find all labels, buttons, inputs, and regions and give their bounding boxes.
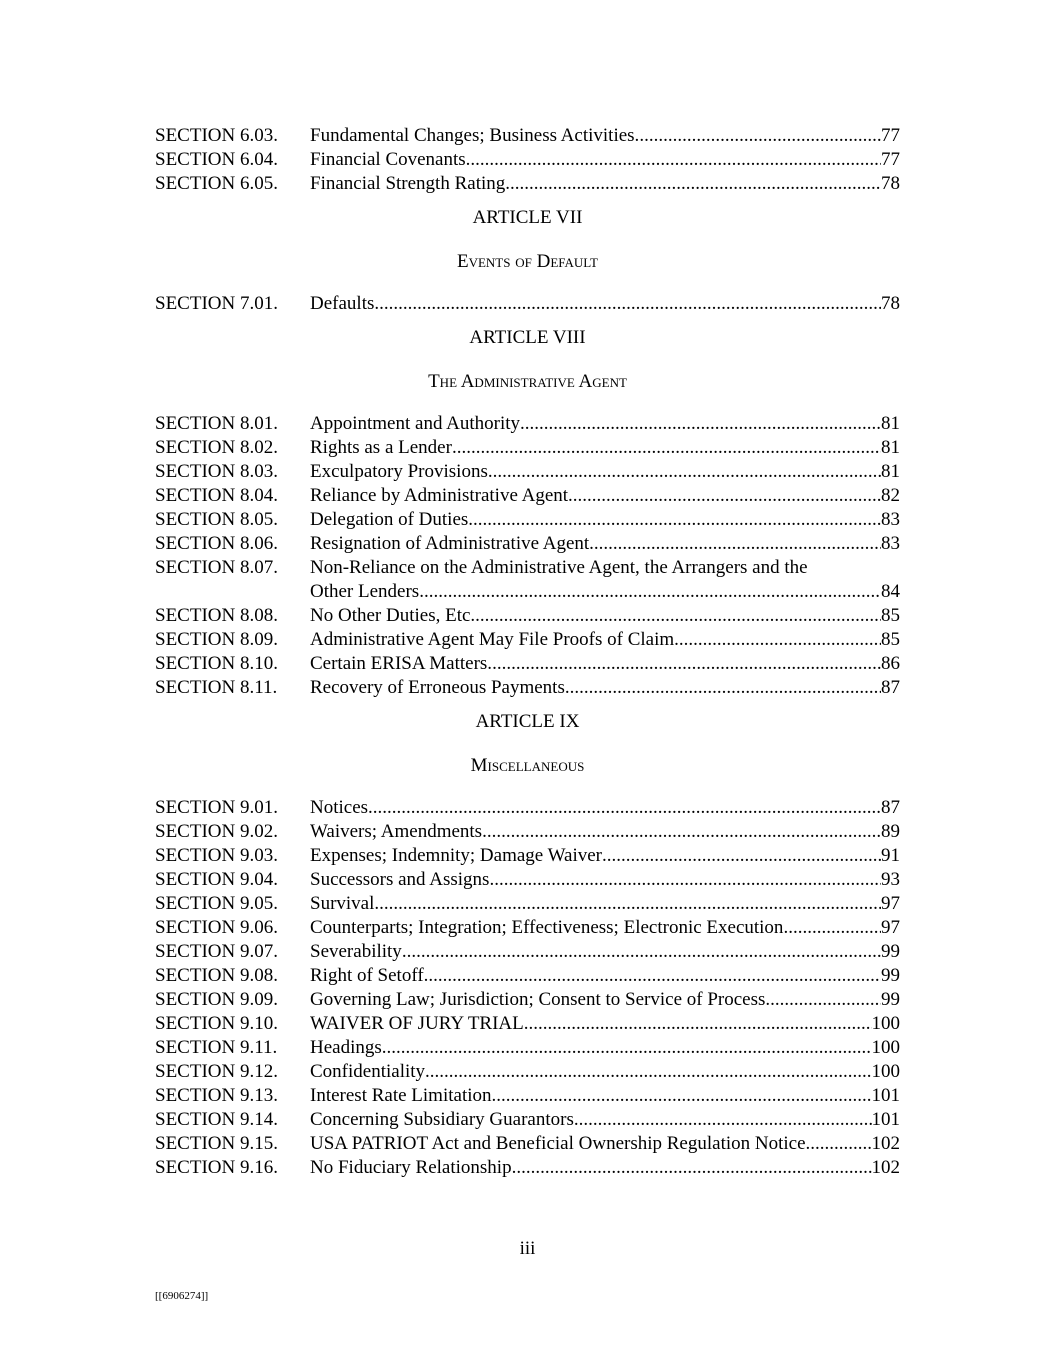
toc-entry (155, 628, 900, 652)
dot-leader (382, 1036, 872, 1060)
page-reference: 99 (881, 941, 900, 962)
toc-entry (155, 484, 900, 508)
section-number: SECTION 6.05. (155, 173, 278, 194)
page-reference: 82 (881, 485, 900, 506)
table-of-contents (155, 124, 900, 1180)
toc-entry (155, 820, 900, 844)
section-number: SECTION 8.02. (155, 437, 278, 458)
section-number: SECTION 9.01. (155, 797, 278, 818)
section-title: Certain ERISA Matters. (310, 653, 493, 674)
section-number: SECTION 8.05. (155, 509, 278, 530)
page-reference: 91 (881, 845, 900, 866)
section-number: SECTION 9.16. (155, 1157, 278, 1178)
section-title: Right of Setoff (310, 965, 424, 986)
page-reference: 83 (881, 533, 900, 554)
section-title: Non-Reliance on the Administrative Agent, the Arrangers and the (310, 557, 808, 578)
dot-leader (374, 892, 881, 916)
toc-entry (155, 292, 900, 316)
dot-leader (489, 868, 881, 892)
page-reference: 97 (881, 917, 900, 938)
article-7-heading: ARTICLE VII (472, 207, 583, 228)
page-reference: 83 (881, 509, 900, 530)
toc-entry (155, 1156, 900, 1180)
section-number (155, 580, 310, 604)
toc-entry (155, 796, 900, 820)
dot-leader (488, 460, 881, 484)
section-number: SECTION 9.11. (155, 1037, 278, 1058)
section-title: Severability (310, 941, 402, 962)
section-number: SECTION 9.05. (155, 893, 278, 914)
page-reference: 85 (881, 605, 900, 626)
toc-group-4 (155, 796, 900, 1180)
section-title: Counterparts; Integration; Effectiveness; Electronic Execution (310, 917, 784, 938)
toc-group-3 (155, 412, 900, 700)
dot-leader (425, 1060, 871, 1084)
toc-entry (155, 988, 900, 1012)
page-reference: 102 (871, 1133, 900, 1154)
section-number: SECTION 9.08. (155, 965, 278, 986)
toc-entry (155, 556, 900, 580)
dot-leader (639, 124, 881, 148)
section-title: Notices (310, 797, 369, 818)
dot-leader (574, 1108, 872, 1132)
section-number: SECTION 9.04. (155, 869, 278, 890)
section-number: SECTION 9.15. (155, 1133, 278, 1154)
section-number: SECTION 8.10. (155, 653, 278, 674)
section-title: No Other Duties, Etc (310, 605, 471, 626)
section-title: Governing Law; Jurisdiction; Consent to Service of Process (310, 989, 766, 1010)
dot-leader (568, 484, 881, 508)
section-number: SECTION 9.02. (155, 821, 278, 842)
page-reference: 87 (881, 797, 900, 818)
toc-entry (155, 676, 900, 700)
dot-leader (492, 652, 881, 676)
toc-entry (155, 436, 900, 460)
section-title: Financial Strength Rating (310, 173, 506, 194)
section-number: SECTION 6.04. (155, 149, 278, 170)
toc-entry (155, 172, 900, 196)
page-reference: 81 (881, 461, 900, 482)
toc-entry (155, 1108, 900, 1132)
dot-leader (565, 676, 881, 700)
dot-leader (806, 1132, 872, 1156)
toc-entry (155, 844, 900, 868)
section-title: Rights as a Lender (310, 437, 452, 458)
dot-leader (470, 148, 881, 172)
section-number: SECTION 9.13. (155, 1085, 278, 1106)
page-reference: 102 (871, 1157, 900, 1178)
page-reference: 78 (881, 293, 900, 314)
section-number: SECTION 8.07. (155, 557, 278, 578)
toc-entry (155, 148, 900, 172)
page-reference: 81 (881, 437, 900, 458)
dot-leader (468, 508, 881, 532)
toc-entry (155, 604, 900, 628)
section-title: Survival (310, 893, 375, 914)
toc-entry (155, 652, 900, 676)
dot-leader (520, 412, 881, 436)
article-8-heading: ARTICLE VIII (469, 327, 586, 348)
page-reference: 84 (881, 581, 900, 602)
toc-entry (155, 916, 900, 940)
toc-group-1 (155, 124, 900, 196)
section-title: Administrative Agent May File Proofs of Claim (310, 629, 675, 650)
dot-leader (424, 964, 881, 988)
toc-entry (155, 892, 900, 916)
article-9-subtitle: Miscellaneous (470, 755, 585, 776)
section-title: Defaults (310, 293, 375, 314)
toc-entry (155, 1060, 900, 1084)
section-title: Financial Covenants. (310, 149, 471, 170)
dot-leader (783, 916, 881, 940)
page-reference: 89 (881, 821, 900, 842)
section-number: SECTION 9.14. (155, 1109, 278, 1130)
section-title: Delegation of Duties (310, 509, 469, 530)
page-reference: 87 (881, 677, 900, 698)
article-8-subtitle: The Administrative Agent (428, 371, 627, 392)
section-number: SECTION 8.09. (155, 629, 278, 650)
toc-entry (155, 124, 900, 148)
page-reference: 77 (881, 125, 900, 146)
toc-entry (155, 580, 900, 604)
section-number: SECTION 9.06. (155, 917, 278, 938)
section-title: Headings (310, 1037, 382, 1058)
dot-leader (402, 940, 881, 964)
section-number: SECTION 9.12. (155, 1061, 278, 1082)
page-reference: 93 (881, 869, 900, 890)
toc-entry (155, 412, 900, 436)
dot-leader (368, 796, 881, 820)
section-number: SECTION 8.11. (155, 677, 278, 698)
section-title: Interest Rate Limitation (310, 1085, 492, 1106)
page-reference: 101 (871, 1085, 900, 1106)
page-number: iii (519, 1238, 536, 1259)
section-title: Appointment and Authority (310, 413, 521, 434)
dot-leader (674, 628, 881, 652)
page-reference: 97 (881, 893, 900, 914)
dot-leader (512, 1156, 872, 1180)
dot-leader (594, 532, 881, 556)
page-reference: 99 (881, 965, 900, 986)
dot-leader (419, 580, 881, 604)
dot-leader (482, 820, 881, 844)
document-id: [[6906274]] (155, 1290, 209, 1302)
page-reference: 77 (881, 149, 900, 170)
section-number: SECTION 8.08. (155, 605, 278, 626)
toc-entry (155, 868, 900, 892)
dot-leader (492, 1084, 872, 1108)
dot-leader (524, 1012, 872, 1036)
dot-leader (470, 604, 881, 628)
section-title: Expenses; Indemnity; Damage Waiver (310, 845, 603, 866)
section-number: SECTION 9.03. (155, 845, 278, 866)
dot-leader (765, 988, 881, 1012)
toc-entry (155, 1084, 900, 1108)
page-reference: 85 (881, 629, 900, 650)
dot-leader (505, 172, 881, 196)
section-title: Waivers; Amendments (310, 821, 483, 842)
dot-leader (452, 436, 881, 460)
section-number: SECTION 9.10. (155, 1013, 278, 1034)
section-number: SECTION 8.03. (155, 461, 278, 482)
page-reference: 99 (881, 989, 900, 1010)
section-number: SECTION 9.07. (155, 941, 278, 962)
section-title: WAIVER OF JURY TRIAL (310, 1013, 524, 1034)
toc-entry (155, 460, 900, 484)
section-number: SECTION 8.04. (155, 485, 278, 506)
section-number: SECTION 9.09. (155, 989, 278, 1010)
section-title: Resignation of Administrative Agent. (310, 533, 594, 554)
page-reference: 81 (881, 413, 900, 434)
section-title: Other Lenders (310, 581, 420, 602)
section-title: Concerning Subsidiary Guarantors (310, 1109, 574, 1130)
section-title: Exculpatory Provisions (310, 461, 488, 482)
section-number: SECTION 8.01. (155, 413, 278, 434)
section-number: SECTION 8.06. (155, 533, 278, 554)
page-reference: 100 (871, 1061, 900, 1082)
section-title: Fundamental Changes; Business Activities. (310, 125, 640, 146)
toc-entry (155, 940, 900, 964)
section-title: Recovery of Erroneous Payments (310, 677, 565, 698)
section-title: USA PATRIOT Act and Beneficial Ownership Regulation Notice (310, 1133, 806, 1154)
dot-leader (602, 844, 881, 868)
section-number: SECTION 7.01. (155, 293, 278, 314)
toc-group-2 (155, 292, 900, 316)
dot-leader (374, 292, 881, 316)
toc-entry (155, 1132, 900, 1156)
page-reference: 86 (881, 653, 900, 674)
toc-entry (155, 532, 900, 556)
page-reference: 100 (871, 1037, 900, 1058)
article-7-subtitle: Events of Default (456, 251, 598, 272)
toc-entry (155, 508, 900, 532)
page-reference: 101 (871, 1109, 900, 1130)
page-reference: 100 (871, 1013, 900, 1034)
page-reference: 78 (881, 173, 900, 194)
section-number: SECTION 6.03. (155, 125, 278, 146)
toc-entry (155, 1012, 900, 1036)
article-9-heading: ARTICLE IX (475, 711, 580, 732)
section-title: Successors and Assigns (310, 869, 490, 890)
toc-entry (155, 1036, 900, 1060)
section-title: Reliance by Administrative Agent (310, 485, 569, 506)
toc-entry (155, 964, 900, 988)
section-title: Confidentiality (310, 1061, 426, 1082)
section-title: No Fiduciary Relationship (310, 1157, 512, 1178)
